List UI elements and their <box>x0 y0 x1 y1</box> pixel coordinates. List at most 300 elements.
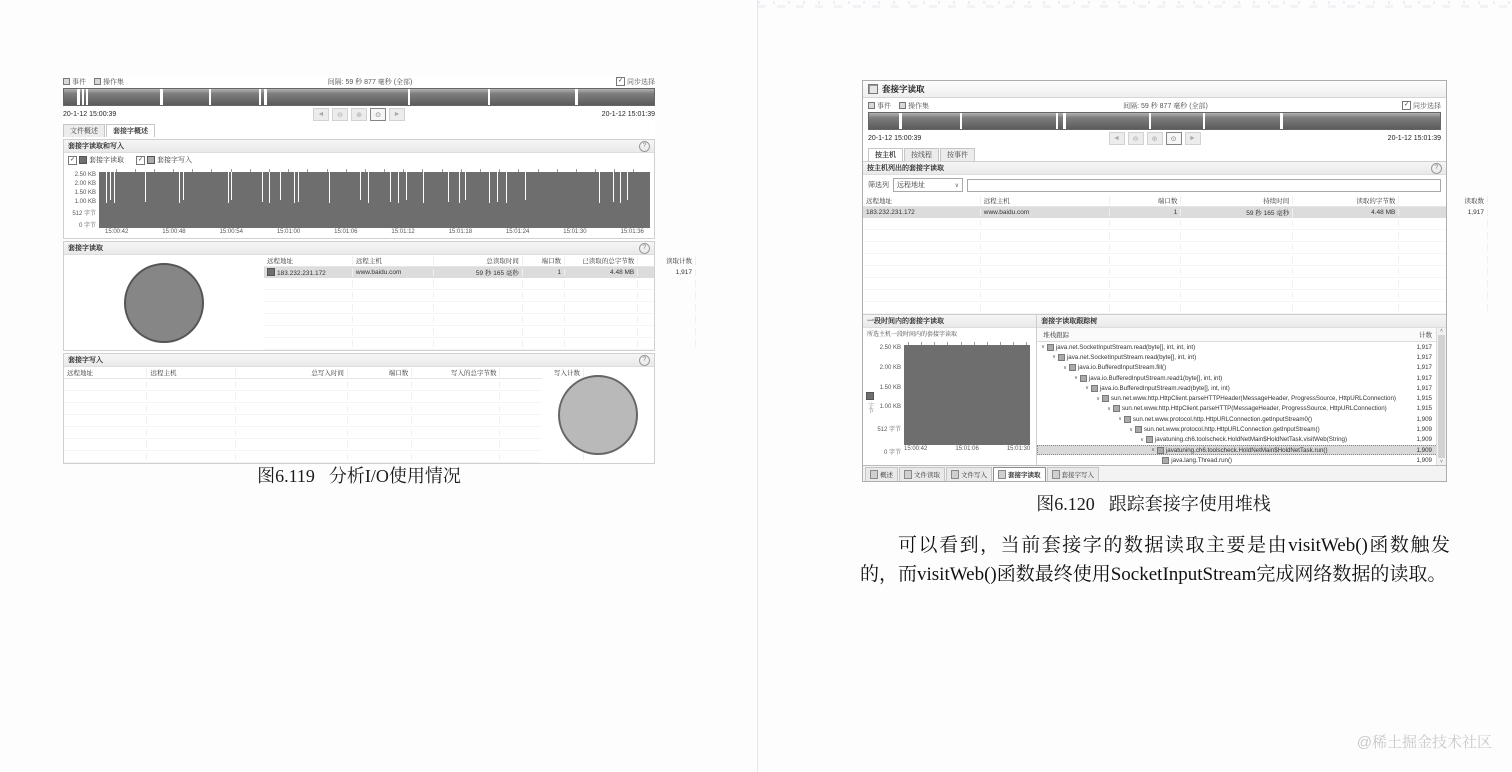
fig-6-119-screenshot <box>63 76 692 464</box>
socket-read-write-panel <box>63 139 655 239</box>
column-header[interactable]: 远程主机 <box>353 256 434 265</box>
empty-cell <box>1110 292 1181 299</box>
view-tab-1[interactable]: 套接字概述 <box>106 124 155 137</box>
help-icon[interactable]: ? <box>639 141 650 152</box>
filter-text-input[interactable] <box>967 179 1441 192</box>
event-mark <box>77 89 80 105</box>
method-name: java.io.BufferedInputStream.fill() <box>1077 364 1167 372</box>
empty-cell <box>1293 304 1399 311</box>
empty-cell <box>236 381 348 388</box>
zoom-in-button[interactable]: ⊕ <box>1147 132 1163 145</box>
socket-read-panel <box>63 241 692 351</box>
count-value: 1,917 <box>1416 384 1432 392</box>
empty-cell <box>64 441 147 448</box>
scroll-up-icon[interactable]: ˄ <box>1440 328 1443 334</box>
empty-cell <box>981 232 1110 239</box>
bottom-tab-label: 概述 <box>880 472 893 479</box>
scroll-down-icon[interactable]: ˅ <box>1440 459 1443 465</box>
data-spike <box>179 172 180 203</box>
stack-frame <box>1037 354 1396 361</box>
empty-cell <box>638 304 696 311</box>
section-title: 套接字读取和写入 <box>68 143 124 150</box>
legend-checkbox-item[interactable] <box>136 155 192 165</box>
chevron-down-icon: ∨ <box>954 182 959 189</box>
column-header[interactable]: 读取数 <box>1399 196 1488 205</box>
empty-cell <box>565 304 638 311</box>
data-spike <box>329 172 330 203</box>
data-spike <box>497 172 498 202</box>
stack-trace-row[interactable] <box>1037 424 1446 434</box>
empty-cell <box>236 429 348 436</box>
count-value: 1,915 <box>1416 405 1432 413</box>
method-name: sun.net.www.protocol.http.HttpURLConnection.getInputStream0() <box>1132 415 1313 423</box>
scrollbar-thumb[interactable] <box>1438 335 1445 458</box>
empty-cell <box>236 453 348 460</box>
series-swatch <box>147 156 155 164</box>
empty-table-row <box>863 242 1446 254</box>
period-chart-subtitle: 所选主机一段时间内的套接字读取 <box>867 332 958 338</box>
operation-sets-toggle[interactable]: 操作集 <box>899 101 929 111</box>
fig120-toolbar <box>868 100 1441 111</box>
previous-selection-button[interactable]: ◄ <box>1109 132 1125 145</box>
chevron-down-icon[interactable]: ∨ <box>1063 364 1067 371</box>
checkbox-checked-icon: ✓ <box>137 156 144 163</box>
table-cell: 4.48 MB <box>565 269 638 276</box>
empty-cell <box>565 280 638 287</box>
x-axis-labels <box>904 445 1030 455</box>
empty-cell <box>1110 220 1181 227</box>
page-divider <box>757 0 758 772</box>
column-header[interactable]: 远程地址 <box>64 368 147 377</box>
empty-cell <box>638 292 696 299</box>
empty-cell <box>412 405 500 412</box>
filter-column-dropdown[interactable] <box>893 178 963 192</box>
cropped-previous-figure <box>758 0 1512 9</box>
page-icon <box>904 470 912 479</box>
count-value: 1,909 <box>1416 436 1432 444</box>
empty-cell <box>1293 220 1399 227</box>
method-icon <box>1069 364 1076 371</box>
x-axis-tick: 15:01:06 <box>955 446 979 452</box>
table-cell: www.baidu.com <box>981 209 1110 216</box>
data-spike <box>406 172 407 200</box>
empty-cell <box>434 328 523 335</box>
empty-cell <box>1293 256 1399 263</box>
column-header[interactable]: 端口数 <box>348 368 412 377</box>
empty-cell <box>64 393 147 400</box>
empty-cell <box>434 292 523 299</box>
x-axis-tick: 15:01:12 <box>391 229 415 235</box>
table-cell: www.baidu.com <box>353 269 434 276</box>
table-header-row <box>64 367 580 379</box>
empty-cell <box>981 220 1110 227</box>
stack-trace-row[interactable] <box>1037 352 1446 362</box>
data-spike <box>423 172 424 203</box>
empty-table-row <box>863 254 1446 266</box>
empty-cell <box>1293 268 1399 275</box>
method-icon <box>1102 395 1109 402</box>
timeline-zoom-buttons <box>1109 132 1201 145</box>
events-toggle[interactable]: 事件 <box>868 101 891 111</box>
empty-table-row <box>863 218 1446 230</box>
data-spike <box>145 172 146 202</box>
data-spike <box>627 172 628 200</box>
stack-trace-row[interactable] <box>1037 363 1446 373</box>
stack-trace-row[interactable] <box>1037 414 1446 424</box>
chevron-down-icon[interactable]: ∨ <box>1107 405 1111 412</box>
empty-table-row <box>863 278 1446 290</box>
table-cell: 183.232.231.172 <box>264 268 353 277</box>
column-header[interactable]: 端口数 <box>1110 196 1181 205</box>
sync-selection-checkbox[interactable]: ✓ 同步选择 <box>617 78 655 86</box>
bottom-tab-label: 文件读取 <box>914 472 940 479</box>
empty-cell <box>863 268 981 275</box>
sync-selection-checkbox[interactable]: ✓ 同步选择 <box>1403 102 1441 110</box>
socket-read-pie-chart[interactable] <box>124 263 204 343</box>
empty-cell <box>64 453 147 460</box>
zoom-selection-button[interactable]: ⊙ <box>1166 132 1182 145</box>
event-mark <box>488 89 490 105</box>
empty-cell <box>981 304 1110 311</box>
body-paragraph: 可以看到，当前套接字的数据读取主要是由visitWeb()函数触发的，而visitWeb()函数最终使用SocketInputStream完成网络数据的读取。 <box>860 535 1450 586</box>
event-mark <box>1149 113 1151 129</box>
legend-checkbox-item[interactable] <box>68 155 124 165</box>
chevron-down-icon[interactable]: ∨ <box>1118 416 1122 423</box>
bottom-tab-2[interactable] <box>946 467 992 481</box>
vertical-scrollbar[interactable] <box>1436 328 1446 465</box>
y-axis-tick: 2.00 KB <box>879 364 901 371</box>
figure-number: 图6.120 <box>1036 494 1095 514</box>
event-mark <box>1056 113 1058 129</box>
data-spike <box>294 172 295 203</box>
group-tab-1[interactable]: 按线程 <box>904 148 939 161</box>
data-spike <box>269 172 270 203</box>
empty-cell <box>1399 268 1488 275</box>
data-spike <box>110 172 111 200</box>
empty-cell <box>981 268 1110 275</box>
interval-label: 间隔: 59 秒 877 毫秒 (全部) <box>1123 102 1208 110</box>
bottom-tab-0[interactable] <box>865 467 898 481</box>
help-icon[interactable]: ? <box>639 243 650 254</box>
empty-cell <box>147 453 235 460</box>
event-mark <box>86 89 88 105</box>
x-axis-tick: 15:01:24 <box>505 229 530 235</box>
events-icon <box>868 102 875 109</box>
view-tab-0[interactable]: 文件概述 <box>63 124 105 137</box>
chevron-down-icon[interactable]: ∨ <box>1041 344 1045 351</box>
operation-sets-icon <box>94 78 101 85</box>
column-header[interactable]: 远程主机 <box>147 368 235 377</box>
count-column-header[interactable]: 计数 <box>1419 332 1432 339</box>
fig119-caption <box>63 462 655 488</box>
events-icon <box>63 78 70 85</box>
zoom-out-button[interactable]: ⊖ <box>1128 132 1144 145</box>
table-cell: 183.232.231.172 <box>863 209 981 216</box>
empty-cell <box>565 340 638 347</box>
stack-trace-row[interactable] <box>1037 373 1446 383</box>
empty-cell <box>348 417 412 424</box>
empty-cell <box>523 340 565 347</box>
y-axis-labels <box>875 340 904 465</box>
figure-title: 跟踪套接字使用堆栈 <box>1108 494 1271 514</box>
empty-cell <box>638 340 696 347</box>
empty-cell <box>236 405 348 412</box>
empty-cell <box>565 328 638 335</box>
count-value: 1,915 <box>1416 395 1432 403</box>
operation-sets-icon <box>899 102 906 109</box>
chevron-down-icon[interactable]: ∨ <box>1151 447 1155 454</box>
table-cell: 1,917 <box>1399 209 1488 216</box>
empty-cell <box>863 280 981 287</box>
timeline-band[interactable] <box>63 88 655 106</box>
column-header[interactable]: 已读取的总字节数 <box>565 256 638 265</box>
empty-cell <box>638 280 696 287</box>
group-tab-2[interactable]: 按事件 <box>940 148 975 161</box>
empty-cell <box>412 381 500 388</box>
stack-trace-row[interactable] <box>1037 342 1446 352</box>
empty-table-row <box>264 278 654 290</box>
stack-trace-row[interactable] <box>1037 393 1446 403</box>
table-cell: 1 <box>1110 209 1181 216</box>
method-name: javatuning.ch6.toolscheck.HoldNetMain$HoldNetTask.visitWeb(String) <box>1154 436 1348 444</box>
empty-cell <box>348 441 412 448</box>
y-axis-tick: 512 字节 <box>877 427 901 434</box>
x-axis-tick: 15:00:42 <box>904 446 928 452</box>
socket-write-pie-chart[interactable] <box>558 375 638 455</box>
chevron-down-icon[interactable]: ∨ <box>1140 436 1144 443</box>
empty-table-row <box>264 290 654 302</box>
event-mark <box>960 113 962 129</box>
group-tab-0[interactable]: 按主机 <box>868 148 903 161</box>
period-socket-read-chart[interactable] <box>904 345 1030 445</box>
count-value: 1,917 <box>1416 374 1432 382</box>
zoom-out-button[interactable]: ⊖ <box>332 108 348 121</box>
help-icon[interactable]: ? <box>1431 163 1442 174</box>
zoom-selection-button[interactable]: ⊙ <box>370 108 386 121</box>
stack-trace-column-header[interactable]: 堆栈跟踪 <box>1043 332 1070 339</box>
empty-cell <box>1181 232 1293 239</box>
stack-frame <box>1037 416 1396 423</box>
stack-frame <box>1037 436 1396 443</box>
empty-cell <box>264 292 353 299</box>
method-icon <box>1157 447 1164 454</box>
empty-cell <box>1399 256 1488 263</box>
stack-frame <box>1037 385 1396 392</box>
section-title: 套接字读取 <box>68 245 103 252</box>
empty-cell <box>1110 244 1181 251</box>
dropdown-selected-value: 远程地址 <box>897 182 925 189</box>
empty-cell <box>1399 280 1488 287</box>
method-icon <box>1135 426 1142 433</box>
data-spike <box>506 172 507 203</box>
method-icon <box>1124 416 1131 423</box>
empty-cell <box>64 417 147 424</box>
table-cell: 1 <box>523 269 565 276</box>
by-host-table <box>863 195 1484 314</box>
stack-trace-row[interactable] <box>1037 404 1446 414</box>
y-axis-labels <box>64 167 99 238</box>
stack-trace-row[interactable] <box>1037 445 1446 455</box>
window-title: 套接字读取 <box>882 84 925 94</box>
event-mark <box>1203 113 1205 129</box>
empty-cell <box>264 328 353 335</box>
checkbox-checked-icon: ✓ <box>69 156 76 163</box>
event-mark <box>264 89 267 105</box>
column-header[interactable]: 写入的总字节数 <box>412 368 500 377</box>
socket-io-chart[interactable] <box>99 172 650 228</box>
table-row[interactable] <box>264 267 692 278</box>
table-cell: 1,917 <box>638 269 696 276</box>
operation-sets-toggle[interactable]: 操作集 <box>94 77 124 87</box>
fig120-bottom-tabs <box>863 465 1446 481</box>
data-spike <box>280 172 281 200</box>
column-header[interactable]: 总写入时间 <box>236 368 348 377</box>
events-toggle[interactable]: 事件 <box>63 77 86 87</box>
empty-cell <box>353 340 434 347</box>
column-header[interactable]: 端口数 <box>523 256 565 265</box>
y-axis-tick: 1.00 KB <box>879 404 901 411</box>
data-spike <box>398 172 399 203</box>
stack-frame <box>1037 395 1396 402</box>
chevron-down-icon[interactable]: ∨ <box>1052 354 1056 361</box>
zoom-in-button[interactable]: ⊕ <box>351 108 367 121</box>
figure-title: 分析I/O使用情况 <box>328 466 461 486</box>
chevron-down-icon[interactable]: ∨ <box>1074 375 1078 382</box>
empty-table-row <box>264 326 654 338</box>
empty-cell <box>147 405 235 412</box>
empty-cell <box>64 405 147 412</box>
bottom-tab-1[interactable] <box>899 467 945 481</box>
empty-cell <box>863 244 981 251</box>
method-icon <box>1058 354 1065 361</box>
empty-cell <box>348 453 412 460</box>
empty-cell <box>147 393 235 400</box>
next-selection-button[interactable]: ► <box>389 108 405 121</box>
watermark: @稀土掘金技术社区 <box>1356 734 1492 751</box>
empty-cell <box>147 417 235 424</box>
x-axis-tick: 15:01:00 <box>276 229 301 235</box>
stack-frame <box>1037 457 1396 464</box>
empty-cell <box>1181 244 1293 251</box>
x-axis-tick: 15:00:42 <box>105 229 129 235</box>
empty-table-row <box>264 302 654 314</box>
table-header-row <box>264 255 692 267</box>
fig119-view-tabs <box>63 124 655 137</box>
data-spike <box>599 172 600 203</box>
stack-trace-row[interactable] <box>1037 383 1446 393</box>
chevron-down-icon[interactable]: ∨ <box>1096 395 1100 402</box>
column-header[interactable]: 读取的字节数 <box>1293 196 1399 205</box>
column-header[interactable]: 写入计数 <box>500 368 583 377</box>
empty-cell <box>863 304 981 311</box>
empty-cell <box>434 340 523 347</box>
empty-cell <box>412 429 500 436</box>
help-icon[interactable]: ? <box>639 355 650 366</box>
event-mark <box>259 89 261 105</box>
method-icon <box>1146 436 1153 443</box>
empty-cell <box>638 328 696 335</box>
stack-trace-row[interactable] <box>1037 455 1446 465</box>
empty-cell <box>1110 304 1181 311</box>
method-name: sun.net.www.http.HttpClient.parseHTTPHeader(MessageHeader, ProgressSource, HttpURLConnection) <box>1110 395 1396 403</box>
empty-table-row <box>863 290 1446 302</box>
x-axis-tick: 15:01:30 <box>563 229 587 235</box>
empty-cell <box>353 292 434 299</box>
next-selection-button[interactable]: ► <box>1185 132 1201 145</box>
x-axis-tick: 15:01:36 <box>620 229 644 235</box>
table-cell: 59 秒 165 毫秒 <box>434 268 523 277</box>
empty-cell <box>348 405 412 412</box>
event-mark <box>575 89 578 105</box>
checkbox-checked-icon: ✓ <box>617 78 623 84</box>
legend-label: 套接字读取 <box>89 157 124 164</box>
column-header[interactable]: 持续时间 <box>1181 196 1293 205</box>
timeline-start-time: 20-1-12 15:00:39 <box>63 111 117 118</box>
page-icon <box>870 470 878 479</box>
fig119-toolbar <box>63 76 655 87</box>
table-row[interactable] <box>863 207 1484 218</box>
event-mark <box>209 89 211 105</box>
data-spike <box>231 172 232 200</box>
empty-cell <box>264 280 353 287</box>
y-axis-tick: 0 字节 <box>78 223 96 229</box>
empty-cell <box>1293 232 1399 239</box>
chevron-down-icon[interactable]: ∨ <box>1129 426 1133 433</box>
read-pie-container <box>64 255 264 350</box>
stack-trace-row[interactable] <box>1037 435 1446 445</box>
data-spike <box>459 172 460 203</box>
empty-cell <box>981 244 1110 251</box>
x-axis-tick: 15:01:06 <box>334 229 358 235</box>
window-titlebar[interactable] <box>863 81 1446 98</box>
method-icon <box>1080 375 1087 382</box>
method-name: javatuning.ch6.toolscheck.HoldNetMain$HoldNetTask.run() <box>1165 446 1328 454</box>
empty-cell <box>863 292 981 299</box>
fig120-caption <box>862 490 1445 516</box>
empty-cell <box>863 220 981 227</box>
column-header[interactable]: 远程地址 <box>863 196 981 205</box>
empty-cell <box>353 328 434 335</box>
empty-cell <box>565 292 638 299</box>
column-header[interactable]: 远程地址 <box>264 256 353 265</box>
bottom-tab-label: 文件写入 <box>961 472 987 479</box>
page-icon <box>951 470 959 479</box>
count-value: 1,917 <box>1416 353 1432 361</box>
column-header[interactable]: 总读取时间 <box>434 256 523 265</box>
empty-cell <box>348 393 412 400</box>
bottom-tab-4[interactable] <box>1047 467 1100 481</box>
empty-cell <box>523 328 565 335</box>
y-axis-tick: 1.50 KB <box>879 384 901 391</box>
method-name: java.net.SocketInputStream.read(byte[], int, int, int) <box>1055 343 1196 351</box>
count-value: 1,917 <box>1416 343 1432 351</box>
chevron-down-icon[interactable]: ∨ <box>1085 385 1089 392</box>
method-name: sun.net.www.protocol.http.HttpURLConnection.getInputStream() <box>1143 426 1320 434</box>
series-swatch <box>267 268 275 276</box>
empty-cell <box>348 429 412 436</box>
column-header[interactable]: 读取计数 <box>638 256 696 265</box>
y-axis-tick: 2.50 KB <box>74 172 96 178</box>
method-name: java.lang.Thread.run() <box>1171 456 1233 464</box>
bottom-tab-3[interactable] <box>993 467 1046 481</box>
timeline-band[interactable] <box>868 112 1441 130</box>
empty-cell <box>353 280 434 287</box>
column-header[interactable]: 远程主机 <box>981 196 1110 205</box>
x-axis-tick: 15:01:30 <box>1006 446 1031 452</box>
previous-selection-button[interactable]: ◄ <box>313 108 329 121</box>
empty-cell <box>264 340 353 347</box>
empty-cell <box>236 393 348 400</box>
